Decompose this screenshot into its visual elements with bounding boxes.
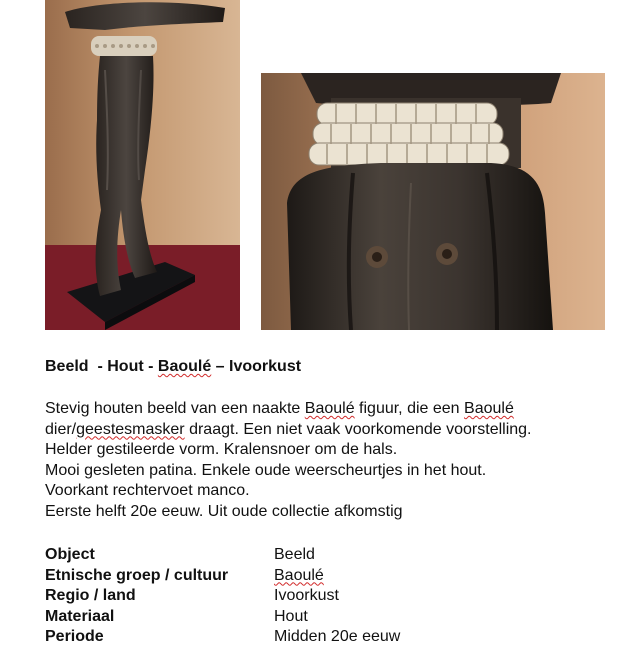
description-segment: dier/ bbox=[45, 420, 77, 438]
spec-value: Hout bbox=[274, 607, 308, 625]
spec-value: Baoulé bbox=[274, 566, 324, 584]
document-title bbox=[45, 358, 301, 376]
title-segment: Baoulé bbox=[157, 358, 212, 375]
statue-full-photo bbox=[45, 0, 240, 330]
spec-value: Midden 20e eeuw bbox=[274, 628, 401, 645]
title-segment: – Ivoorkust bbox=[211, 358, 302, 375]
spec-label: Materiaal bbox=[45, 607, 115, 625]
description-line bbox=[45, 481, 625, 502]
statue-full-image bbox=[45, 0, 240, 330]
necklace-closeup-photo bbox=[261, 73, 605, 330]
spec-label: Periode bbox=[45, 628, 104, 645]
description-line bbox=[45, 461, 625, 482]
description-segment: draagt. Een niet vaak voorkomende voorstelling. bbox=[184, 420, 532, 438]
description-segment: Mooi gesleten patina. Enkele oude weerscheurtjes in het hout. bbox=[45, 461, 487, 479]
spec-value: Beeld bbox=[274, 546, 315, 563]
description-segment: Helder gestileerde vorm. Kralensnoer om de hals. bbox=[45, 441, 398, 458]
specs-table bbox=[45, 545, 605, 648]
description-line bbox=[45, 420, 625, 441]
spec-row bbox=[45, 545, 605, 566]
spec-row bbox=[45, 607, 605, 628]
description-segment: Eerste helft 20e eeuw. Uit oude collectie afkomstig bbox=[45, 502, 403, 520]
spec-label: Regio / land bbox=[45, 587, 136, 604]
description-segment: Stevig houten beeld van een naakte bbox=[45, 400, 305, 417]
spec-value: Ivoorkust bbox=[274, 587, 339, 604]
description-segment: geestesmasker bbox=[76, 420, 185, 438]
spec-label: Etnische groep / cultuur bbox=[45, 566, 229, 584]
description-line bbox=[45, 440, 625, 461]
spec-label: Object bbox=[45, 546, 95, 563]
description-segment: Baoulé bbox=[304, 400, 355, 417]
description-line bbox=[45, 399, 625, 420]
spec-row bbox=[45, 627, 605, 648]
description-paragraph bbox=[45, 399, 625, 522]
spec-row bbox=[45, 566, 605, 587]
description-segment: Voorkant rechtervoet manco. bbox=[45, 482, 250, 499]
description-segment: figuur, die een bbox=[354, 400, 465, 417]
spec-row bbox=[45, 586, 605, 607]
necklace-closeup-image bbox=[261, 73, 605, 330]
description-segment: Baoulé bbox=[464, 400, 514, 417]
title-segment: Beeld - Hout - bbox=[45, 358, 158, 375]
description-line bbox=[45, 502, 625, 523]
